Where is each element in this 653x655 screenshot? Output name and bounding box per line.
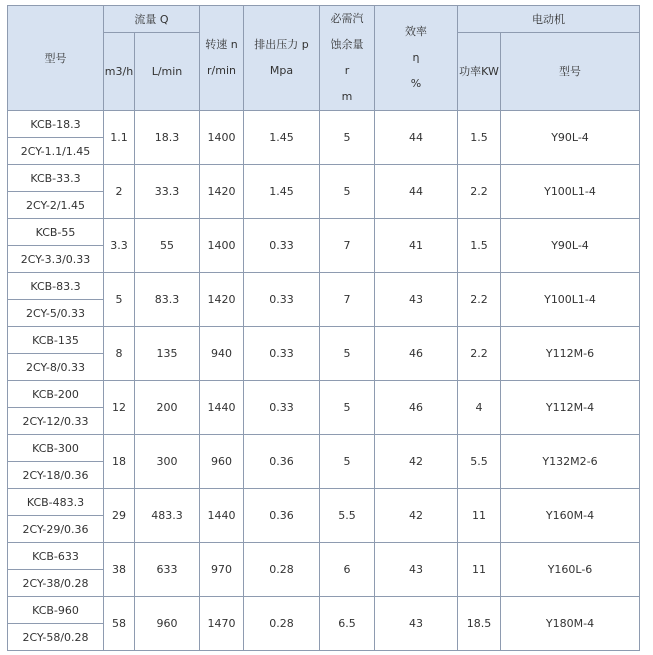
flow-lmin-cell: 135	[135, 327, 200, 381]
npsh-cell: 5.5	[320, 489, 375, 543]
flow-lmin-cell: 200	[135, 381, 200, 435]
pressure-cell: 0.33	[244, 273, 320, 327]
motor-power-cell: 1.5	[458, 219, 501, 273]
npsh-cell: 5	[320, 165, 375, 219]
motor-model-cell: Y90L-4	[501, 219, 640, 273]
model-2cy-cell: 2CY-1.1/1.45	[8, 138, 104, 165]
efficiency-cell: 44	[375, 111, 458, 165]
model-2cy-cell: 2CY-29/0.36	[8, 516, 104, 543]
flow-lmin-cell: 960	[135, 597, 200, 651]
npsh-cell: 5	[320, 111, 375, 165]
model-kcb-cell: KCB-55	[8, 219, 104, 246]
efficiency-cell: 42	[375, 489, 458, 543]
model-kcb-cell: KCB-483.3	[8, 489, 104, 516]
model-kcb-cell: KCB-83.3	[8, 273, 104, 300]
header-flow: 流量 Q	[104, 6, 200, 33]
model-2cy-cell: 2CY-38/0.28	[8, 570, 104, 597]
flow-m3h-cell: 12	[104, 381, 135, 435]
flow-lmin-cell: 483.3	[135, 489, 200, 543]
motor-model-cell: Y160L-6	[501, 543, 640, 597]
speed-cell: 1400	[200, 111, 244, 165]
model-2cy-cell: 2CY-8/0.33	[8, 354, 104, 381]
flow-m3h-cell: 38	[104, 543, 135, 597]
table-row	[8, 111, 640, 138]
flow-lmin-cell: 55	[135, 219, 200, 273]
efficiency-cell: 46	[375, 381, 458, 435]
header-motor: 电动机	[458, 6, 640, 33]
pressure-cell: 0.36	[244, 435, 320, 489]
model-kcb-cell: KCB-300	[8, 435, 104, 462]
motor-model-cell: Y112M-6	[501, 327, 640, 381]
speed-cell: 960	[200, 435, 244, 489]
flow-lmin-cell: 300	[135, 435, 200, 489]
model-2cy-cell: 2CY-12/0.33	[8, 408, 104, 435]
speed-cell: 1440	[200, 381, 244, 435]
model-kcb-cell: KCB-18.3	[8, 111, 104, 138]
header-flow-lmin: L/min	[135, 32, 200, 111]
table-row	[8, 597, 640, 624]
header-flow-m3h: m3/h	[104, 32, 135, 111]
motor-model-cell: Y90L-4	[501, 111, 640, 165]
npsh-cell: 5	[320, 435, 375, 489]
model-2cy-cell: 2CY-2/1.45	[8, 192, 104, 219]
efficiency-cell: 46	[375, 327, 458, 381]
header-pressure: 排出压力 p Mpa	[244, 6, 320, 111]
efficiency-cell: 43	[375, 597, 458, 651]
model-2cy-cell: 2CY-5/0.33	[8, 300, 104, 327]
motor-power-cell: 1.5	[458, 111, 501, 165]
table-body	[8, 111, 640, 651]
header-efficiency: 效率 η %	[375, 6, 458, 111]
model-kcb-cell: KCB-960	[8, 597, 104, 624]
pressure-cell: 0.33	[244, 327, 320, 381]
table-row	[8, 543, 640, 570]
motor-model-cell: Y132M2-6	[501, 435, 640, 489]
motor-power-cell: 2.2	[458, 327, 501, 381]
pump-spec-table	[7, 5, 640, 651]
motor-power-cell: 11	[458, 489, 501, 543]
motor-model-cell: Y100L1-4	[501, 165, 640, 219]
npsh-cell: 7	[320, 219, 375, 273]
npsh-cell: 5	[320, 381, 375, 435]
flow-m3h-cell: 3.3	[104, 219, 135, 273]
pressure-cell: 1.45	[244, 111, 320, 165]
speed-cell: 1420	[200, 273, 244, 327]
flow-m3h-cell: 5	[104, 273, 135, 327]
motor-model-cell: Y112M-4	[501, 381, 640, 435]
header-speed: 转速 n r/min	[200, 6, 244, 111]
table-header	[8, 6, 640, 111]
flow-lmin-cell: 83.3	[135, 273, 200, 327]
pressure-cell: 0.28	[244, 543, 320, 597]
flow-m3h-cell: 18	[104, 435, 135, 489]
pressure-cell: 0.28	[244, 597, 320, 651]
table-row	[8, 219, 640, 246]
pressure-cell: 0.36	[244, 489, 320, 543]
motor-power-cell: 4	[458, 381, 501, 435]
npsh-cell: 7	[320, 273, 375, 327]
motor-model-cell: Y100L1-4	[501, 273, 640, 327]
table-row	[8, 165, 640, 192]
motor-power-cell: 18.5	[458, 597, 501, 651]
table-row	[8, 489, 640, 516]
npsh-cell: 6.5	[320, 597, 375, 651]
speed-cell: 1440	[200, 489, 244, 543]
flow-lmin-cell: 18.3	[135, 111, 200, 165]
model-2cy-cell: 2CY-58/0.28	[8, 624, 104, 651]
model-kcb-cell: KCB-135	[8, 327, 104, 354]
motor-power-cell: 5.5	[458, 435, 501, 489]
model-2cy-cell: 2CY-3.3/0.33	[8, 246, 104, 273]
model-kcb-cell: KCB-33.3	[8, 165, 104, 192]
speed-cell: 970	[200, 543, 244, 597]
pressure-cell: 0.33	[244, 219, 320, 273]
table-row	[8, 327, 640, 354]
flow-m3h-cell: 8	[104, 327, 135, 381]
motor-power-cell: 2.2	[458, 165, 501, 219]
header-npsh: 必需汽 蚀余量 r m	[320, 6, 375, 111]
npsh-cell: 5	[320, 327, 375, 381]
table-row	[8, 435, 640, 462]
flow-lmin-cell: 633	[135, 543, 200, 597]
speed-cell: 1470	[200, 597, 244, 651]
flow-lmin-cell: 33.3	[135, 165, 200, 219]
speed-cell: 1400	[200, 219, 244, 273]
efficiency-cell: 42	[375, 435, 458, 489]
flow-m3h-cell: 2	[104, 165, 135, 219]
flow-m3h-cell: 58	[104, 597, 135, 651]
header-model: 型号	[8, 6, 104, 111]
model-kcb-cell: KCB-633	[8, 543, 104, 570]
efficiency-cell: 44	[375, 165, 458, 219]
header-motor-power: 功率KW	[458, 32, 501, 111]
model-2cy-cell: 2CY-18/0.36	[8, 462, 104, 489]
flow-m3h-cell: 29	[104, 489, 135, 543]
pressure-cell: 0.33	[244, 381, 320, 435]
motor-power-cell: 2.2	[458, 273, 501, 327]
motor-model-cell: Y160M-4	[501, 489, 640, 543]
model-kcb-cell: KCB-200	[8, 381, 104, 408]
flow-m3h-cell: 1.1	[104, 111, 135, 165]
pressure-cell: 1.45	[244, 165, 320, 219]
npsh-cell: 6	[320, 543, 375, 597]
efficiency-cell: 43	[375, 543, 458, 597]
motor-model-cell: Y180M-4	[501, 597, 640, 651]
efficiency-cell: 43	[375, 273, 458, 327]
speed-cell: 1420	[200, 165, 244, 219]
speed-cell: 940	[200, 327, 244, 381]
motor-power-cell: 11	[458, 543, 501, 597]
efficiency-cell: 41	[375, 219, 458, 273]
table-row	[8, 273, 640, 300]
table-row	[8, 381, 640, 408]
header-motor-model: 型号	[501, 32, 640, 111]
